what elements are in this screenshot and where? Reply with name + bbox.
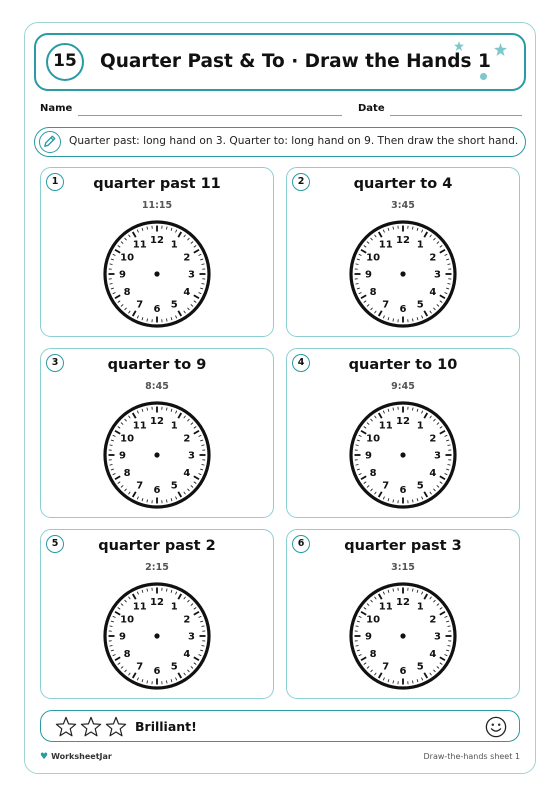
worksheet-header <box>34 33 526 91</box>
clock-number: 11 <box>132 601 147 613</box>
clock-number: 3 <box>434 631 441 643</box>
clock-number: 10 <box>366 614 381 626</box>
clock-number: 3 <box>188 269 195 281</box>
clock-number: 7 <box>382 299 390 311</box>
clock-center-dot <box>154 633 159 638</box>
clock-number: 11 <box>378 420 393 432</box>
clock-center-dot <box>154 452 159 457</box>
card-number: 4 <box>292 354 310 372</box>
rating-stars <box>55 716 127 738</box>
card-time-words: quarter to 9 <box>107 357 207 373</box>
clock-number: 6 <box>153 304 161 316</box>
praise-bar <box>40 710 520 742</box>
date-field[interactable] <box>390 115 522 116</box>
clock-number: 12 <box>150 597 164 609</box>
clock-number: 9 <box>365 450 372 462</box>
clock-number: 6 <box>399 666 407 678</box>
clock-face[interactable] <box>347 580 459 692</box>
worksheet-title: Quarter Past & To · Draw the Hands 1 <box>100 51 491 72</box>
clock-number: 11 <box>132 239 147 251</box>
clock-face[interactable] <box>101 580 213 692</box>
card-digital-time: 3:15 <box>391 562 415 573</box>
clock-center-dot <box>400 633 405 638</box>
clock-number: 1 <box>170 239 178 251</box>
card-number: 3 <box>46 354 64 372</box>
clock-number: 1 <box>170 601 178 613</box>
clock-number: 5 <box>170 299 178 311</box>
clock-card <box>40 348 274 518</box>
clock-number: 8 <box>123 467 131 479</box>
clock-number: 5 <box>416 480 424 492</box>
name-field[interactable] <box>78 115 342 116</box>
clock-number: 5 <box>416 299 424 311</box>
clock-card <box>286 167 520 337</box>
clock-number: 10 <box>120 252 135 264</box>
clock-number: 3 <box>188 631 195 643</box>
sheet-number-badge: 15 <box>46 43 84 81</box>
clock-number: 7 <box>136 480 144 492</box>
card-digital-time: 9:45 <box>391 381 415 392</box>
card-digital-time: 3:45 <box>391 200 415 211</box>
card-time-words: quarter to 10 <box>348 357 458 373</box>
brand-name: WorksheetJar <box>51 752 112 761</box>
clock-number: 4 <box>183 467 191 479</box>
clock-number: 2 <box>429 252 437 264</box>
sheet-label: Draw-the-hands sheet 1 <box>423 752 520 761</box>
clock-number: 4 <box>183 648 191 660</box>
star-outline-icon[interactable] <box>80 716 102 738</box>
clock-number: 4 <box>183 286 191 298</box>
clock-number: 10 <box>120 433 135 445</box>
clock-number: 2 <box>183 614 191 626</box>
clock-number: 2 <box>183 252 191 264</box>
clock-card <box>40 529 274 699</box>
clock-number: 9 <box>119 631 126 643</box>
dot-decoration-icon <box>480 73 487 80</box>
clock-number: 2 <box>429 614 437 626</box>
clock-number: 7 <box>382 661 390 673</box>
clock-number: 8 <box>123 648 131 660</box>
star-outline-icon[interactable] <box>105 716 127 738</box>
card-digital-time: 8:45 <box>145 381 169 392</box>
clock-center-dot <box>400 452 405 457</box>
clock-number: 1 <box>416 601 424 613</box>
instruction-text: Quarter past: long hand on 3. Quarter to: long hand on 9. Then draw the short hand. <box>69 135 519 147</box>
clock-number: 1 <box>416 420 424 432</box>
clock-number: 1 <box>170 420 178 432</box>
clock-number: 3 <box>434 269 441 281</box>
clock-number: 7 <box>136 299 144 311</box>
clock-number: 3 <box>434 450 441 462</box>
clock-number: 5 <box>170 661 178 673</box>
clock-number: 4 <box>429 648 437 660</box>
clock-number: 9 <box>365 269 372 281</box>
clock-number: 10 <box>366 433 381 445</box>
clock-number: 8 <box>123 286 131 298</box>
clock-center-dot <box>154 271 159 276</box>
clock-number: 8 <box>369 648 377 660</box>
clock-card <box>40 167 274 337</box>
card-number: 5 <box>46 535 64 553</box>
clock-number: 9 <box>119 450 126 462</box>
clock-card <box>286 529 520 699</box>
clock-number: 4 <box>429 467 437 479</box>
card-digital-time: 2:15 <box>145 562 169 573</box>
clock-face[interactable] <box>101 218 213 330</box>
clock-face[interactable] <box>101 399 213 511</box>
clock-number: 6 <box>153 485 161 497</box>
card-number: 1 <box>46 173 64 191</box>
card-time-words: quarter past 2 <box>98 538 216 554</box>
card-digital-time: 11:15 <box>141 200 173 211</box>
clock-number: 4 <box>429 286 437 298</box>
clock-number: 10 <box>120 614 135 626</box>
name-date-row <box>40 103 522 119</box>
clock-number: 6 <box>399 485 407 497</box>
card-time-words: quarter past 11 <box>93 176 221 192</box>
card-time-words: quarter to 4 <box>353 176 453 192</box>
clock-number: 8 <box>369 286 377 298</box>
clock-number: 5 <box>170 480 178 492</box>
clock-number: 12 <box>150 235 164 247</box>
clock-number: 11 <box>378 239 393 251</box>
star-outline-icon[interactable] <box>55 716 77 738</box>
clock-number: 10 <box>366 252 381 264</box>
clock-number: 11 <box>378 601 393 613</box>
star-decoration-icon <box>454 41 464 51</box>
date-label: Date <box>358 103 385 114</box>
clock-number: 5 <box>416 661 424 673</box>
heart-icon: ♥ <box>40 752 49 762</box>
clock-number: 6 <box>399 304 407 316</box>
clock-number: 2 <box>183 433 191 445</box>
clock-number: 3 <box>188 450 195 462</box>
card-number: 6 <box>292 535 310 553</box>
clock-number: 9 <box>119 269 126 281</box>
clock-number: 7 <box>382 480 390 492</box>
smiley-face-icon <box>485 716 507 738</box>
star-decoration-icon <box>494 43 507 56</box>
clock-number: 11 <box>132 420 147 432</box>
clock-number: 8 <box>369 467 377 479</box>
praise-text: Brilliant! <box>135 719 197 734</box>
clock-number: 12 <box>150 416 164 428</box>
clock-center-dot <box>400 271 405 276</box>
clock-face[interactable] <box>347 218 459 330</box>
clock-number: 2 <box>429 433 437 445</box>
clock-face[interactable] <box>347 399 459 511</box>
clock-number: 6 <box>153 666 161 678</box>
clock-number: 12 <box>396 416 410 428</box>
instruction-box <box>34 127 526 157</box>
card-time-words: quarter past 3 <box>344 538 462 554</box>
card-number: 2 <box>292 173 310 191</box>
clock-card <box>286 348 520 518</box>
clock-number: 9 <box>365 631 372 643</box>
clock-number: 7 <box>136 661 144 673</box>
brand-logo <box>40 752 112 762</box>
name-label: Name <box>40 103 73 114</box>
pencil-icon <box>39 131 61 153</box>
clock-number: 1 <box>416 239 424 251</box>
clock-number: 12 <box>396 597 410 609</box>
clock-number: 12 <box>396 235 410 247</box>
